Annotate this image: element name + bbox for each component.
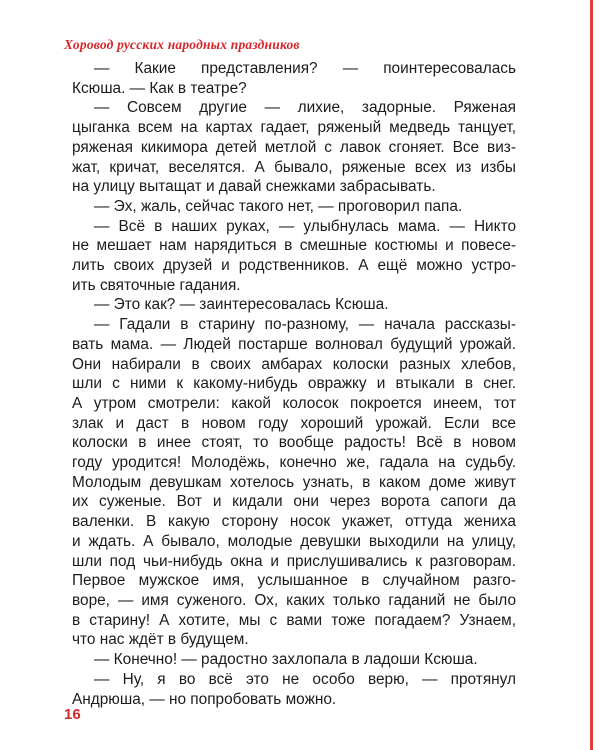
- text-line: и ждать. А бывало, молодые девушки выходили на улицу,: [72, 532, 516, 550]
- text-line: — Гадали в старину по-разному, — начала рассказы-: [94, 316, 516, 334]
- text-line: на улицу вытащат и давай снежками забрасывать.: [72, 178, 436, 196]
- text-line: воре, — имя суженого. Ох, каких только гаданий не было: [72, 591, 516, 609]
- text-line: колоски в инее стоят, то вообще радость! Всё в новом: [72, 434, 516, 452]
- text-line: году уродится! Молодёжь, конечно же, гадала на судьбу.: [72, 454, 516, 472]
- body-text: [72, 59, 516, 709]
- text-line: что нас ждёт в будущем.: [72, 631, 249, 649]
- running-head: Хоровод русских народных праздников: [64, 37, 300, 52]
- text-line: — Ну, я во всё это не особо верю, — протянул: [94, 670, 516, 688]
- text-line: Ксюша. — Как в театре?: [72, 79, 247, 97]
- text-line: шли с ними к какому-нибудь овражку и втыкали в снег.: [72, 375, 516, 393]
- text-line: валенки. В какую сторону носок укажет, оттуда жениха: [72, 513, 516, 531]
- page-number: 16: [64, 706, 81, 723]
- text-line: — Какие представления? — поинтересовалась: [94, 60, 516, 77]
- text-line: — Это как? — заинтересовалась Ксюша.: [94, 296, 389, 314]
- text-line: ряженая кикимора детей метлой с лавок сгоняет. Все виз-: [72, 138, 516, 156]
- page-edge-line: [590, 0, 593, 750]
- text-line: — Эх, жаль, сейчас такого нет, — проговорил папа.: [94, 197, 463, 215]
- text-line: ить святочные гадания.: [72, 276, 241, 294]
- text-line: А утром смотрели: какой колосок покроется инеем, тот: [72, 394, 516, 412]
- text-line: лить своих друзей и родственников. А ещё можно устро-: [72, 257, 516, 275]
- text-line: — Конечно! — радостно захлопала в ладоши Ксюша.: [94, 651, 478, 669]
- text-line: злак и даст в новом году хороший урожай. Если все: [72, 414, 516, 432]
- text-line: — Совсем другие — лихие, задорные. Ряженая: [94, 99, 516, 117]
- text-line: не мешает нам нарядиться в смешные костюмы и повесе-: [72, 237, 516, 255]
- text-line: Андрюша, — но попробовать можно.: [72, 690, 337, 708]
- text-line: шли под чьи-нибудь окна и прислушивались к разговорам.: [72, 552, 516, 570]
- text-line: цыганка всем на картах гадает, ряженый медведь танцует,: [72, 119, 516, 137]
- text-line: вать мама. — Людей постарше волновал будущий урожай.: [72, 335, 516, 353]
- text-line: Первое мужское имя, услышанное в случайном разго-: [72, 572, 516, 590]
- text-line: жат, кричат, веселятся. А бывало, ряженые всех из избы: [72, 158, 516, 176]
- text-line: их суженые. Вот и кидали они через ворота сапоги да: [72, 493, 516, 511]
- text-line: в старину! А хотите, мы с вами тоже погадаем? Узнаем,: [72, 611, 516, 629]
- text-line: — Всё в наших руках, — улыбнулась мама. — Никто: [94, 217, 516, 235]
- text-line: Они набирали в своих амбарах колоски разных хлебов,: [72, 355, 516, 373]
- text-line: Молодым девушкам хотелось узнать, в каком доме живут: [72, 473, 516, 491]
